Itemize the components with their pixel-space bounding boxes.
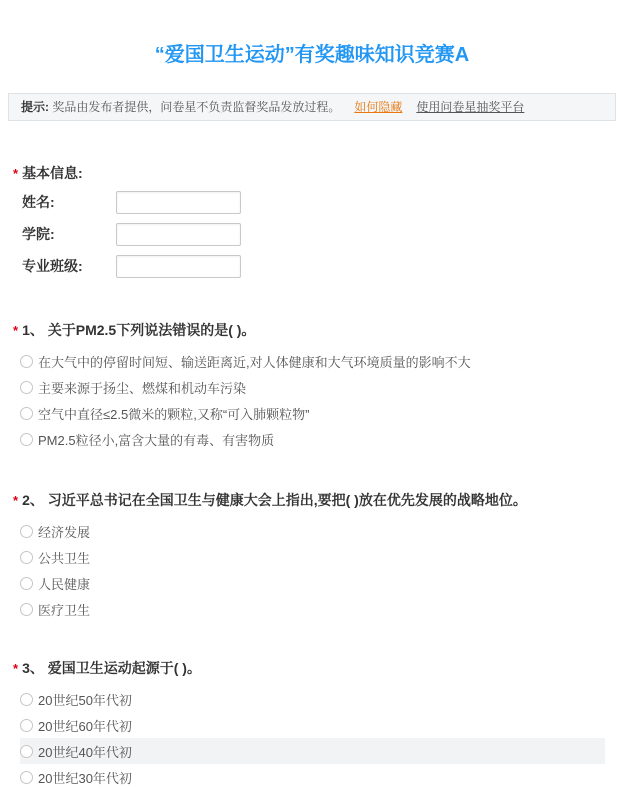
question-2-option-3[interactable] bbox=[20, 570, 605, 596]
required-asterisk: * bbox=[13, 166, 19, 181]
question-3-option-1[interactable] bbox=[20, 686, 605, 712]
required-asterisk: * bbox=[13, 493, 19, 508]
notice-text: 奖品由发布者提供，问卷星不负责监督奖品发放过程。 bbox=[49, 100, 341, 114]
option-label: 20世纪40年代初 bbox=[38, 744, 132, 760]
question-1-title bbox=[13, 322, 605, 339]
question-3-option-4[interactable] bbox=[20, 764, 605, 790]
required-asterisk: * bbox=[13, 323, 19, 338]
basic-info-section bbox=[0, 165, 624, 278]
radio-icon[interactable] bbox=[20, 551, 33, 564]
radio-icon[interactable] bbox=[20, 433, 33, 446]
option-label: 空气中直径≤2.5微米的颗粒,又称“可入肺颗粒物” bbox=[38, 406, 310, 422]
question-3-option-3[interactable] bbox=[20, 738, 605, 764]
radio-icon[interactable] bbox=[20, 407, 33, 420]
option-label: 医疗卫生 bbox=[38, 602, 91, 618]
required-asterisk: * bbox=[13, 661, 19, 676]
question-1 bbox=[13, 322, 605, 452]
question-1-option-2[interactable] bbox=[20, 374, 605, 400]
question-1-option-3[interactable] bbox=[20, 400, 605, 426]
radio-icon[interactable] bbox=[20, 603, 33, 616]
notice-prefix: 提示: bbox=[21, 100, 49, 114]
question-2-option-4[interactable] bbox=[20, 596, 605, 622]
option-label: PM2.5粒径小,富含大量的有毒、有害物质 bbox=[38, 432, 275, 448]
notice-bar bbox=[8, 93, 616, 121]
how-to-hide-link[interactable]: 如何隐藏 bbox=[354, 100, 403, 114]
question-2-title-text: 2、 习近平总书记在全国卫生与健康大会上指出,要把( )放在优先发展的战略地位。 bbox=[22, 492, 527, 508]
lottery-platform-link[interactable]: 使用问卷星抽奖平台 bbox=[416, 100, 525, 114]
radio-icon[interactable] bbox=[20, 525, 33, 538]
option-label: 经济发展 bbox=[38, 524, 91, 540]
radio-icon[interactable] bbox=[20, 771, 33, 784]
option-label: 20世纪60年代初 bbox=[38, 718, 132, 734]
name-field-label: 姓名: bbox=[22, 194, 55, 210]
option-label: 20世纪50年代初 bbox=[38, 692, 132, 708]
major-class-input[interactable] bbox=[116, 255, 241, 278]
option-label: 人民健康 bbox=[38, 576, 91, 592]
radio-icon[interactable] bbox=[20, 745, 33, 758]
college-field-label: 学院: bbox=[22, 226, 55, 242]
radio-icon[interactable] bbox=[20, 381, 33, 394]
major-class-field-label: 专业班级: bbox=[22, 258, 83, 274]
name-input[interactable] bbox=[116, 191, 241, 214]
question-1-title-text: 1、 关于PM2.5下列说法错误的是( )。 bbox=[22, 322, 256, 338]
radio-icon[interactable] bbox=[20, 719, 33, 732]
name-field-row bbox=[13, 190, 624, 214]
question-3-title-text: 3、 爱国卫生运动起源于( )。 bbox=[22, 660, 201, 676]
question-2 bbox=[13, 492, 605, 622]
question-2-option-2[interactable] bbox=[20, 544, 605, 570]
question-3-options bbox=[13, 686, 605, 790]
page-title: “爱国卫生运动”有奖趣味知识竞赛A bbox=[154, 44, 470, 66]
major-class-field-row bbox=[13, 254, 624, 278]
question-1-option-1[interactable] bbox=[20, 348, 605, 374]
question-2-options bbox=[13, 518, 605, 622]
question-1-options bbox=[13, 348, 605, 452]
question-3 bbox=[13, 660, 605, 790]
question-2-option-1[interactable] bbox=[20, 518, 605, 544]
question-1-option-4[interactable] bbox=[20, 426, 605, 452]
radio-icon[interactable] bbox=[20, 355, 33, 368]
option-label: 在大气中的停留时间短、输送距离近,对人体健康和大气环境质量的影响不大 bbox=[38, 354, 471, 370]
basic-info-title bbox=[13, 165, 624, 182]
question-2-title bbox=[13, 492, 605, 509]
option-label: 20世纪30年代初 bbox=[38, 770, 132, 786]
option-label: 主要来源于扬尘、燃煤和机动车污染 bbox=[38, 380, 247, 396]
question-3-option-2[interactable] bbox=[20, 712, 605, 738]
college-input[interactable] bbox=[116, 223, 241, 246]
radio-icon[interactable] bbox=[20, 693, 33, 706]
option-label: 公共卫生 bbox=[38, 550, 91, 566]
question-3-title bbox=[13, 660, 605, 677]
basic-info-title-text: 基本信息: bbox=[22, 165, 83, 181]
radio-icon[interactable] bbox=[20, 577, 33, 590]
college-field-row bbox=[13, 222, 624, 246]
